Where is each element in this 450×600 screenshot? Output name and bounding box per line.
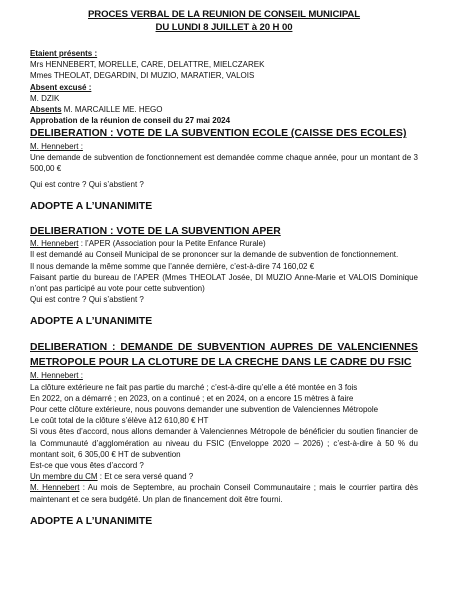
deliberation-2-speaker-line [30, 238, 418, 249]
absent-names: M. MARCAILLE ME. HEGO [61, 105, 163, 115]
absent-label: Absents [30, 105, 62, 115]
deliberation-3-line-3: Pour cette clôture extérieure, nous pouvons demander une subvention de Valenciennes Métropole [30, 405, 379, 415]
deliberation-3-member-text: : Et ce sera versé quand ? [97, 472, 194, 482]
excused-label: Absent excusé : [30, 82, 92, 92]
present-label: Etaient présents : [30, 49, 98, 58]
deliberation-1-speaker: M. Hennebert : [30, 141, 83, 151]
deliberation-2-line-3: Faisant partie du bureau de l’APER (Mmes THEOLAT Josée, DI MUZIO Anne-Marie et VALOIS Dominique n’ont pas participé au vote pour cette subvention) [30, 272, 418, 294]
deliberation-2-speaker-text: : l’APER (Association pour la Petite Enfance Rurale) [78, 239, 266, 249]
deliberation-1-question: Qui est contre ? Qui s’abstient ? [30, 179, 144, 189]
deliberation-1-text: Une demande de subvention de fonctionnement est demandée comme chaque année, pour un montant de 3 500,00 € [30, 153, 418, 174]
deliberation-2-speaker: M. Hennebert [30, 239, 79, 249]
deliberation-2-line-2: Il nous demande la même somme que l’année dernière, c’est-à-dire 74 160,02 € [30, 261, 315, 271]
deliberation-3-line-1: La clôture extérieure ne fait pas partie du marché ; c’est-à-dire qu’elle a été montée en 3 fois [30, 382, 358, 392]
deliberation-2-question: Qui est contre ? Qui s’abstient ? [30, 295, 144, 305]
absent-line [30, 104, 418, 115]
approval-line: Approbation de la réunion de conseil du 27 mai 2024 [30, 116, 231, 126]
deliberation-3-reply-line [30, 482, 418, 504]
deliberation-2-title: DELIBERATION : VOTE DE LA SUBVENTION APER [30, 225, 281, 237]
deliberation-3-speaker-2: M. Hennebert [30, 483, 80, 493]
deliberation-3-member-line [30, 471, 418, 482]
present-women: Mmes THEOLAT, DEGARDIN, DI MUZIO, MARATIER, VALOIS [30, 71, 255, 81]
deliberation-3-reply: : Au mois de Septembre, au prochain Conseil Communautaire ; mais le courrier partira dès maintenant et ce sera budgété. Un plan de financement doit être fourni. [30, 483, 419, 504]
deliberation-3-line-6: Est-ce que vous êtes d’accord ? [30, 461, 144, 471]
deliberation-3-title-1: DELIBERATION : DEMANDE DE SUBVENTION AUPRES DE VALENCIENNES [30, 342, 418, 354]
present-men: Mrs HENNEBERT, MORELLE, CARE, DELATTRE, MIELCZAREK [30, 60, 265, 70]
deliberation-2-result: ADOPTE A L’UNANIMITE [30, 316, 153, 328]
excused-names: M. DZIK [30, 93, 60, 103]
deliberation-3-title-2: METROPOLE POUR LA CLOTURE DE LA CRECHE DANS LE CADRE DU FSIC [30, 357, 412, 369]
deliberation-3-speaker: M. Hennebert : [30, 371, 83, 381]
deliberation-3-result: ADOPTE A L’UNANIMITE [30, 515, 153, 527]
document-title: PROCES VERBAL DE LA REUNION DE CONSEIL MUNICIPAL [87, 9, 361, 20]
deliberation-1-result: ADOPTE A L’UNANIMITE [30, 200, 153, 212]
deliberation-3-line-2: En 2022, on a démarré ; en 2023, on a continué ; et en 2024, on a encore 15 mètres à faire [30, 393, 354, 403]
document-date: DU LUNDI 8 JUILLET à 20 H 00 [155, 22, 293, 33]
deliberation-3-line-4: Le coût total de la clôture s’élève à12 610,80 € HT [30, 416, 209, 426]
deliberation-2-line-1: Il est demandé au Conseil Municipal de se prononcer sur la demande de subvention de fonctionnement. [30, 250, 399, 260]
deliberation-3-member: Un membre du CM [30, 472, 98, 482]
deliberation-3-line-5: Si vous êtes d’accord, nous allons demander à Valenciennes Métropole de bénéficier du soutien financier de la Communauté d’agglomération au niveau du FSIC (Enveloppe 2020 – 2026) ; c’est-à-dire à 50 % du montant soit, 6 305,00 € HT de subvention [30, 427, 418, 459]
deliberation-1-title: DELIBERATION : VOTE DE LA SUBVENTION ECOLE (CAISSE DES ECOLES) [30, 128, 407, 140]
